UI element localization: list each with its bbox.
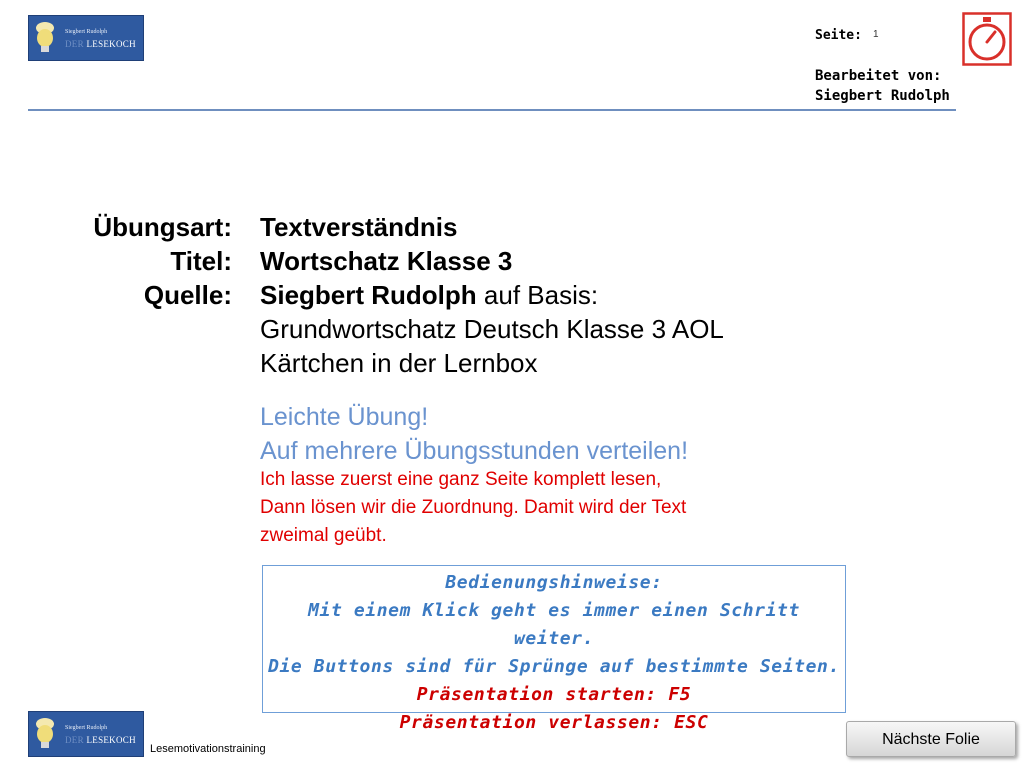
value-source-line2: Grundwortschatz Deutsch Klasse 3 AOL (260, 314, 724, 344)
logo-name: Siegbert Rudolph (65, 29, 108, 35)
red-note-line3: zweimal geübt. (260, 525, 387, 546)
help-heading: Bedienungshinweise: (445, 572, 663, 593)
label-source: Quelle: (143, 280, 232, 310)
red-note-line2: Dann lösen wir die Zuordnung. Damit wird der Text (260, 497, 687, 518)
edited-by (815, 66, 950, 106)
note-easy: Leichte Übung! (260, 403, 429, 431)
chef-lightbulb-icon (33, 716, 57, 752)
help-line4: Präsentation verlassen: ESC (399, 712, 709, 733)
exercise-note (260, 400, 688, 468)
label-type: Übungsart: (93, 212, 232, 242)
help-line3: Präsentation starten: F5 (416, 684, 692, 705)
header-divider (28, 109, 956, 111)
value-title: Wortschatz Klasse 3 (260, 246, 513, 276)
value-type: Textverständnis (260, 212, 458, 242)
help-line2: Die Buttons sind für Sprünge auf bestimmte Seiten. (268, 656, 840, 677)
info-labels (93, 210, 232, 312)
red-note-line1: Ich lasse zuerst eine ganz Seite komplett lesen, (260, 469, 662, 490)
chef-lightbulb-icon (33, 20, 57, 56)
lesekoch-logo-footer (28, 711, 144, 757)
edited-by-name: Siegbert Rudolph (815, 88, 950, 104)
usage-instructions-box (262, 565, 846, 733)
value-source-line3: Kärtchen in der Lernbox (260, 348, 538, 378)
note-distribute: Auf mehrere Übungsstunden verteilen! (260, 437, 689, 465)
logo-brand: DER LESEKOCH (65, 735, 136, 745)
help-line1: Mit einem Klick geht es immer einen Schritt weiter. (308, 600, 800, 649)
value-source: Siegbert Rudolph auf Basis: (260, 280, 599, 310)
label-title: Titel: (170, 246, 232, 276)
logo-brand: DER LESEKOCH (65, 39, 136, 49)
info-values (260, 210, 724, 380)
stopwatch-icon[interactable] (962, 12, 1012, 66)
page-label: Seite: (815, 28, 862, 43)
lesekoch-logo (28, 15, 144, 61)
next-slide-button[interactable]: Nächste Folie (846, 721, 1016, 757)
footer-label: Lesemotivationstraining (150, 743, 266, 755)
teacher-note (260, 466, 686, 550)
edited-by-label: Bearbeitet von: (815, 68, 942, 84)
logo-name: Siegbert Rudolph (65, 725, 108, 731)
page-number: 1 (873, 29, 879, 40)
